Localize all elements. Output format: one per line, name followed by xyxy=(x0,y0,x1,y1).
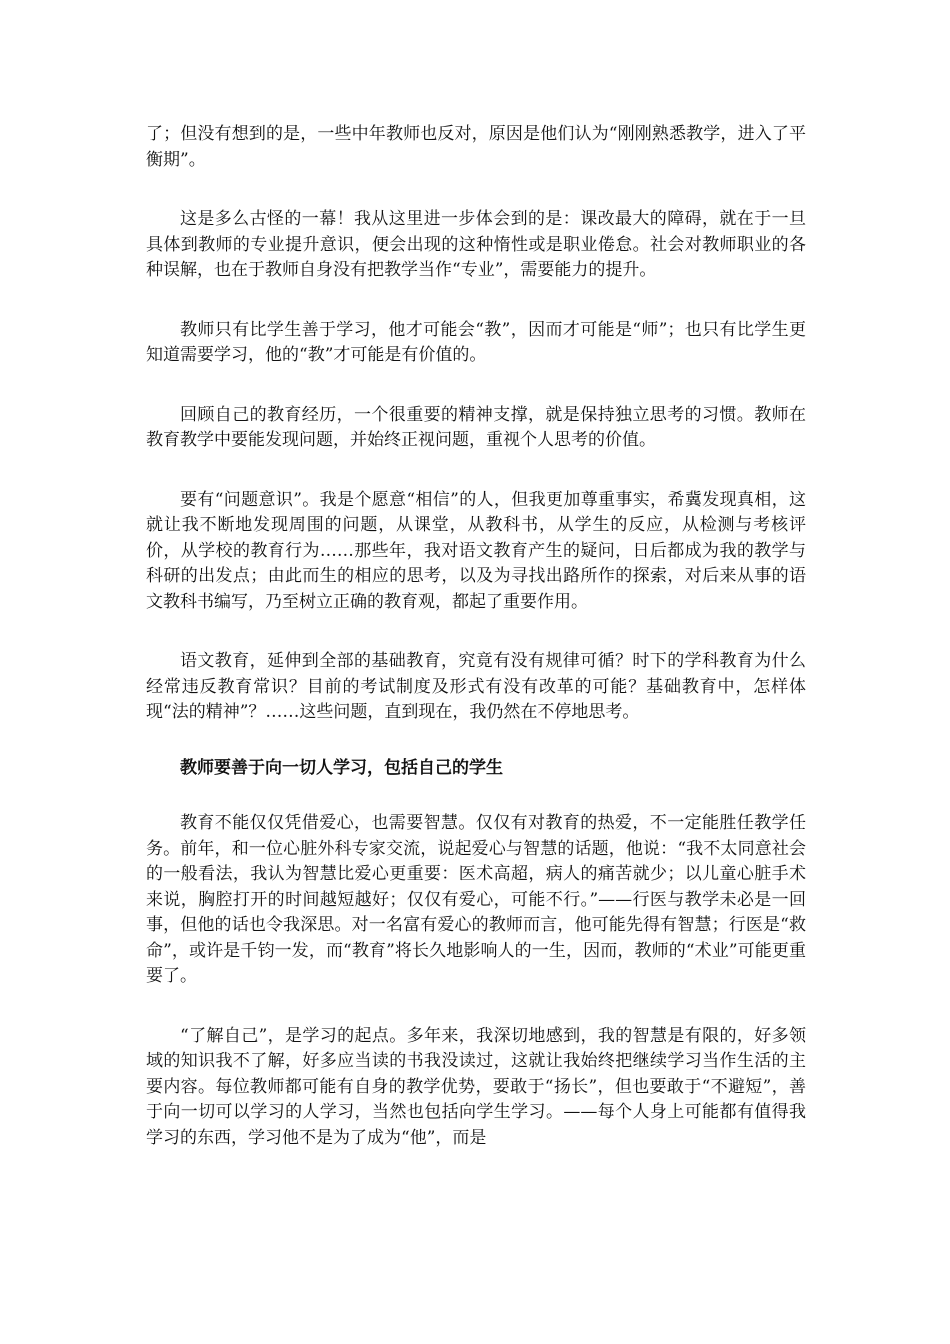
paragraph-spacer xyxy=(146,726,806,756)
paragraph-continuation: 了；但没有想到的是，一些中年教师也反对，原因是他们认为“刚刚熟悉教学，进入了平衡期”。 xyxy=(146,124,806,170)
paragraph-know-yourself: “了解自己”，是学习的起点。多年来，我深切地感到，我的智慧是有限的，好多领域的知识我不了解，好多应当读的书我没读过，这就让我始终把继续学习当作生活的主要内容。每位教师都可能有自身的教学优势，要敢于“扬长”，但也要敢于“不避短”，善于向一切可以学习的人学习，当然也包括向学生学习。——每个人身上可能都有值得我学习的东西，学习他不是为了成为“他”，而是 xyxy=(146,1025,806,1148)
paragraph-spacer xyxy=(146,454,806,488)
paragraph-love-and-wisdom: 教育不能仅仅凭借爱心，也需要智慧。仅仅有对教育的热爱，不一定能胜任教学任务。前年，和一位心脏外科专家交流，说起爱心与智慧的话题，他说：“我不太同意社会的一般看法，我认为智慧比爱心更重要：医术高超，病人的痛苦就少；以儿童心脏手术来说，胸腔打开的时间越短越好；仅仅有爱心，可能不行。”——行医与教学未必是一回事，但他的话也令我深思。对一名富有爱心的教师而言，他可能先得有智慧；行医是“救命”，或许是千钧一发，而“教育”将长久地影响人的一生，因而，教师的“术业”可能更重要了。 xyxy=(146,813,806,986)
paragraph-independent-thinking: 回顾自己的教育经历，一个很重要的精神支撑，就是保持独立思考的习惯。教师在教育教学中要能发现问题，并始终正视问题，重视个人思考的价值。 xyxy=(146,404,806,450)
paragraph-spacer xyxy=(146,369,806,403)
paragraph-curriculum-reform: 这是多么古怪的一幕！我从这里进一步体会到的是：课改最大的障碍，就在于一旦具体到教师的专业提升意识，便会出现的这种惰性或是职业倦怠。社会对教师职业的各种误解，也在于教师自身没有把教学当作“专业”，需要能力的提升。 xyxy=(146,209,806,280)
paragraph-spacer xyxy=(146,284,806,318)
paragraph-spacer xyxy=(146,781,806,811)
paragraph-teacher-learning: 教师只有比学生善于学习，他才可能会“教”，因而才可能是“师”；也只有比学生更知道需要学习，他的“教”才可能是有价值的。 xyxy=(146,319,806,365)
section-heading: 教师要善于向一切人学习，包括自己的学生 xyxy=(180,757,503,778)
paragraph-spacer xyxy=(146,615,806,649)
paragraph-spacer xyxy=(146,173,806,207)
paragraph-problem-awareness: 要有“问题意识”。我是个愿意“相信”的人，但我更加尊重事实，希冀发现真相，这就让我不断地发现周围的问题，从课堂，从教科书，从学生的反应，从检测与考核评价，从学校的教育行为……那些年，我对语文教育产生的疑问，日后都成为我的教学与科研的出发点；由此而生的相应的思考，以及为寻找出路所作的探索，对后来从事的语文教科书编写，乃至树立正确的教育观，都起了重要作用。 xyxy=(146,489,806,612)
paragraph-spacer xyxy=(146,990,806,1024)
paragraph-basic-education: 语文教育，延伸到全部的基础教育，究竟有没有规律可循？时下的学科教育为什么经常违反教育常识？目前的考试制度及形式有没有改革的可能？基础教育中，怎样体现“法的精神”？……这些问题，直到现在，我仍然在不停地思考。 xyxy=(146,651,806,722)
document-page xyxy=(146,122,806,1151)
